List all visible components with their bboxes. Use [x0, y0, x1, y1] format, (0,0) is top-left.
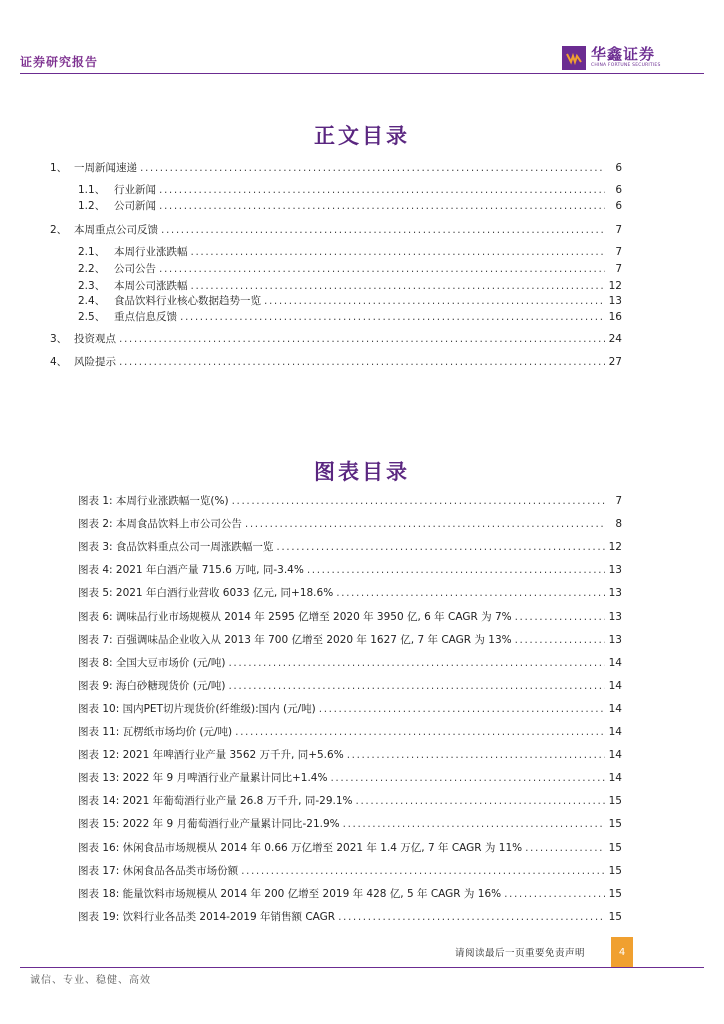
figure-entry[interactable]	[78, 817, 622, 831]
dot-leader	[180, 310, 605, 324]
dot-leader	[119, 355, 605, 369]
figure-entry[interactable]	[78, 517, 622, 531]
dot-leader	[347, 748, 605, 762]
toc-entry[interactable]	[50, 332, 622, 346]
toc-entry-number: 1、	[50, 162, 68, 174]
figure-entry-label: 图表 10: 国内PET切片现货价(纤维级):国内 (元/吨)	[78, 702, 316, 715]
figure-entry-page: 14	[608, 656, 622, 669]
figure-entry[interactable]	[78, 794, 622, 808]
figure-entry-label: 图表 2: 本周食品饮料上市公司公告	[78, 518, 242, 531]
toc-entry-page: 13	[608, 295, 622, 307]
figure-entry-page: 12	[608, 541, 622, 554]
toc-entry[interactable]	[78, 279, 622, 293]
figure-entry[interactable]	[78, 771, 622, 785]
toc-entry-label: 风险提示	[74, 356, 116, 368]
logo-mark-icon	[562, 46, 586, 70]
dot-leader	[336, 586, 605, 600]
figure-entry[interactable]	[78, 656, 622, 670]
toc-entry-page: 12	[608, 280, 622, 292]
figure-entry-page: 15	[608, 795, 622, 808]
dot-leader	[161, 223, 605, 237]
figure-entry[interactable]	[78, 633, 622, 647]
header-divider	[20, 73, 704, 74]
figure-entry-page: 15	[608, 841, 622, 854]
dot-leader	[140, 161, 605, 175]
toc-entry-label: 本周公司涨跌幅	[114, 280, 188, 292]
dot-leader	[191, 279, 606, 293]
figure-entry-label: 图表 19: 饮料行业各品类 2014-2019 年销售额 CAGR	[78, 910, 336, 923]
toc-entry-page: 24	[608, 333, 622, 345]
dot-leader	[338, 910, 605, 924]
toc-entry-label: 本周重点公司反馈	[74, 224, 158, 236]
toc-entry-number: 2.2、	[78, 263, 106, 275]
figure-entry-label: 图表 15: 2022 年 9 月葡萄酒行业产量累计同比-21.9%	[78, 818, 340, 831]
toc-entry-page: 27	[608, 356, 622, 368]
figure-entry-label: 图表 4: 2021 年白酒产量 715.6 万吨, 同-3.4%	[78, 564, 304, 577]
brand-logo	[562, 46, 661, 70]
figure-entry[interactable]	[78, 725, 622, 739]
figures-title: 图表目录	[314, 460, 410, 484]
toc-entry[interactable]	[78, 199, 622, 213]
dot-leader	[515, 610, 605, 624]
toc-entry-label: 一周新闻速递	[74, 162, 137, 174]
figure-entry-page: 14	[608, 772, 622, 785]
dot-leader	[264, 294, 605, 308]
figure-entry-label: 图表 14: 2021 年葡萄酒行业产量 26.8 万千升, 同-29.1%	[78, 795, 353, 808]
figure-entry-label: 图表 1: 本周行业涨跌幅一览(%)	[78, 495, 229, 507]
toc-entry[interactable]	[50, 223, 622, 237]
toc-entry-number: 3、	[50, 333, 68, 345]
figure-entry-page: 13	[608, 587, 622, 600]
figure-entry[interactable]	[78, 586, 622, 600]
figure-entry[interactable]	[78, 910, 622, 924]
logo-name-cn: 华鑫证券	[591, 45, 656, 64]
toc-entry[interactable]	[78, 183, 622, 197]
footer-slogan: 诚信、专业、稳健、高效	[30, 975, 151, 986]
toc-entry[interactable]	[78, 262, 622, 276]
toc-entry[interactable]	[50, 355, 622, 369]
figure-entry-label: 图表 7: 百强调味品企业收入从 2013 年 700 亿增至 2020 年 1627 亿, 7 年 CAGR 为 13%	[78, 633, 512, 646]
figure-entry[interactable]	[78, 841, 622, 855]
toc-entry-label: 投资观点	[74, 333, 116, 345]
figure-entry-page: 14	[608, 726, 622, 738]
figure-entry-page: 13	[608, 564, 622, 577]
toc-entry-page: 7	[615, 246, 622, 258]
toc-entry-label: 公司公告	[114, 263, 156, 275]
dot-leader	[330, 771, 605, 785]
report-type-label: 证券研究报告	[20, 55, 99, 69]
toc-entry-number: 2.3、	[78, 280, 106, 292]
dot-leader	[504, 887, 605, 901]
toc-entry-number: 2.5、	[78, 311, 106, 323]
figure-entry-label: 图表 11: 瓦楞纸市场均价 (元/吨)	[78, 726, 233, 738]
toc-entry-label: 食品饮料行业核心数据趋势一览	[114, 295, 261, 307]
dot-leader	[525, 841, 605, 855]
figure-entry-label: 图表 16: 休闲食品市场规模从 2014 年 0.66 万亿增至 2021 年 1.4 万亿, 7 年 CAGR 为 11%	[78, 841, 523, 854]
figure-entry-page: 15	[608, 887, 622, 900]
dot-leader	[319, 702, 605, 716]
toc-entry-page: 6	[615, 184, 622, 196]
toc-entry-number: 2.4、	[78, 295, 106, 307]
toc-entry-page: 6	[615, 162, 622, 174]
dot-leader	[119, 332, 605, 346]
figure-entry-page: 7	[615, 495, 622, 507]
toc-entry-number: 4、	[50, 356, 68, 368]
figure-entry[interactable]	[78, 887, 622, 901]
dot-leader	[191, 245, 606, 259]
figure-entry-label: 图表 18: 能量饮料市场规模从 2014 年 200 亿增至 2019 年 428 亿, 5 年 CAGR 为 16%	[78, 887, 502, 900]
page-number-badge: 4	[611, 937, 633, 967]
figure-entry[interactable]	[78, 702, 622, 716]
figure-entry-page: 15	[608, 864, 622, 877]
figure-entry-page: 14	[608, 702, 622, 715]
figure-entry[interactable]	[78, 494, 622, 508]
dot-leader	[159, 262, 605, 276]
dot-leader	[245, 517, 605, 531]
toc-entry[interactable]	[78, 294, 622, 308]
disclaimer-note: 请阅读最后一页重要免责声明	[455, 948, 586, 959]
toc-entry-label: 本周行业涨跌幅	[114, 246, 188, 258]
toc-entry-number: 1.1、	[78, 184, 106, 196]
figure-entry[interactable]	[78, 610, 622, 624]
dot-leader	[235, 725, 605, 739]
toc-entry-label: 公司新闻	[114, 200, 156, 212]
dot-leader	[159, 183, 605, 197]
figure-entry-page: 8	[615, 518, 622, 531]
figure-entry-page: 15	[608, 818, 622, 831]
logo-name-en: CHINA FORTUNE SECURITIES	[591, 63, 661, 69]
dot-leader	[343, 817, 605, 831]
dot-leader	[356, 794, 605, 808]
toc-entry-label: 重点信息反馈	[114, 311, 177, 323]
dot-leader	[515, 633, 605, 647]
footer-divider	[20, 967, 704, 968]
figure-entry-page: 13	[608, 610, 622, 623]
dot-leader	[307, 563, 605, 577]
dot-leader	[241, 864, 605, 878]
dot-leader	[228, 679, 605, 693]
toc-entry-number: 1.2、	[78, 200, 106, 212]
toc-entry[interactable]	[50, 161, 622, 175]
figure-entry-label: 图表 5: 2021 年白酒行业营收 6033 亿元, 同+18.6%	[78, 587, 334, 600]
toc-entry-page: 7	[615, 224, 622, 236]
figure-entry-page: 13	[608, 633, 622, 646]
figure-entry-page: 15	[608, 910, 622, 923]
dot-leader	[232, 494, 605, 508]
toc-entry[interactable]	[78, 245, 622, 259]
toc-entry-number: 2.1、	[78, 246, 106, 258]
figure-entry-page: 14	[608, 749, 622, 762]
toc-entry-page: 16	[608, 311, 622, 323]
figure-entry-label: 图表 6: 调味品行业市场规模从 2014 年 2595 亿增至 2020 年 3950 亿, 6 年 CAGR 为 7%	[78, 610, 512, 623]
figure-entry-label: 图表 3: 食品饮料重点公司一周涨跌幅一览	[78, 541, 274, 554]
dot-leader	[228, 656, 605, 670]
toc-entry-page: 6	[615, 200, 622, 212]
dot-leader	[276, 540, 605, 554]
figure-entry-page: 14	[608, 679, 622, 692]
figure-entry-label: 图表 13: 2022 年 9 月啤酒行业产量累计同比+1.4%	[78, 772, 328, 785]
figure-entry[interactable]	[78, 563, 622, 577]
toc-entry-label: 行业新闻	[114, 184, 156, 196]
dot-leader	[159, 199, 605, 213]
figure-entry-label: 图表 9: 海白砂糖现货价 (元/吨)	[78, 679, 226, 692]
toc-entry-number: 2、	[50, 224, 68, 236]
figure-entry-label: 图表 17: 休闲食品各品类市场份额	[78, 864, 239, 877]
toc-title: 正文目录	[314, 124, 410, 148]
figure-entry[interactable]	[78, 864, 622, 878]
figure-entry-label: 图表 12: 2021 年啤酒行业产量 3562 万千升, 同+5.6%	[78, 749, 344, 762]
figure-entry[interactable]	[78, 748, 622, 762]
figure-entry-label: 图表 8: 全国大豆市场价 (元/吨)	[78, 656, 226, 669]
toc-entry-page: 7	[615, 263, 622, 275]
toc-entry[interactable]	[78, 310, 622, 324]
figure-entry[interactable]	[78, 540, 622, 554]
figure-entry[interactable]	[78, 679, 622, 693]
